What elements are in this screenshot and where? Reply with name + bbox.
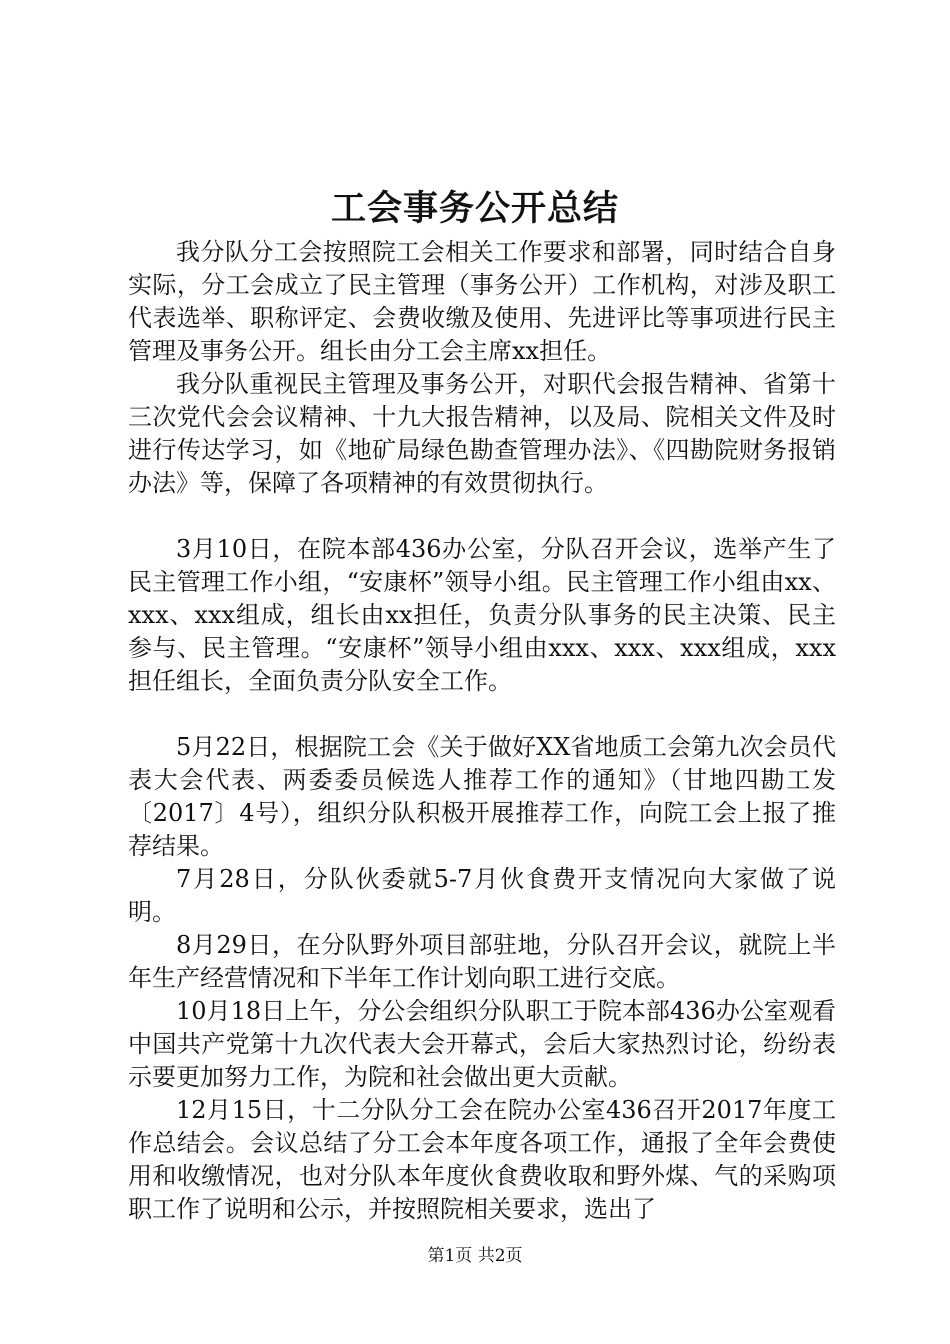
paragraph-3: 3月10日，在院本部436办公室，分队召开会议，选举产生了民主管理工作小组，“安康杯”领导小组。民主管理工作小组由xx、xxx、xxx组成，组长由xx担任，负责分队事务的民主决策、民主参与、民主管理。“安康杯”领导小组由xxx、xxx、xxx组成，xxx担任组长，全面负责分队安全工作。 <box>128 535 836 695</box>
page-number-footer: 第1页 共2页 <box>427 1246 523 1266</box>
paragraph-7: 10月18日上午，分公会组织分队职工于院本部436办公室观看中国共产党第十九次代表大会开幕式，会后大家热烈讨论，纷纷表示要更加努力工作，为院和社会做出更大贡献。 <box>128 997 836 1091</box>
paragraph-2: 我分队重视民主管理及事务公开，对职代会报告精神、省第十三次党代会会议精神、十九大报告精神，以及局、院相关文件及时进行传达学习，如《地矿局绿色勘查管理办法》、《四勘院财务报销办法》等，保障了各项精神的有效贯彻执行。 <box>128 370 836 497</box>
paragraph-6: 8月29日，在分队野外项目部驻地，分队召开会议，就院上半年生产经营情况和下半年工作计划向职工进行交底。 <box>128 931 836 992</box>
document-body <box>128 236 836 1226</box>
paragraph-1: 我分队分工会按照院工会相关工作要求和部署，同时结合自身实际，分工会成立了民主管理（事务公开）工作机构，对涉及职工代表选举、职称评定、会费收缴及使用、先进评比等事项进行民主管理及事务公开。组长由分工会主席xx担任。 <box>128 238 836 365</box>
document-title: 工会事务公开总结 <box>330 188 619 229</box>
paragraph-5: 7月28日，分队伙委就5-7月伙食费开支情况向大家做了说明。 <box>128 865 836 926</box>
paragraph-4: 5月22日，根据院工会《关于做好XX省地质工会第九次会员代表大会代表、两委委员候选人推荐工作的通知》（甘地四勘工发〔2017〕4号），组织分队积极开展推荐工作，向院工会上报了推荐结果。 <box>128 733 836 860</box>
paragraph-8: 12月15日，十二分队分工会在院办公室436召开2017年度工作总结会。会议总结了分工会本年度各项工作，通报了全年会费使用和收缴情况，也对分队本年度伙食费收取和野外煤、气的采购项职工作了说明和公示，并按照院相关要求，选出了 <box>128 1096 836 1223</box>
